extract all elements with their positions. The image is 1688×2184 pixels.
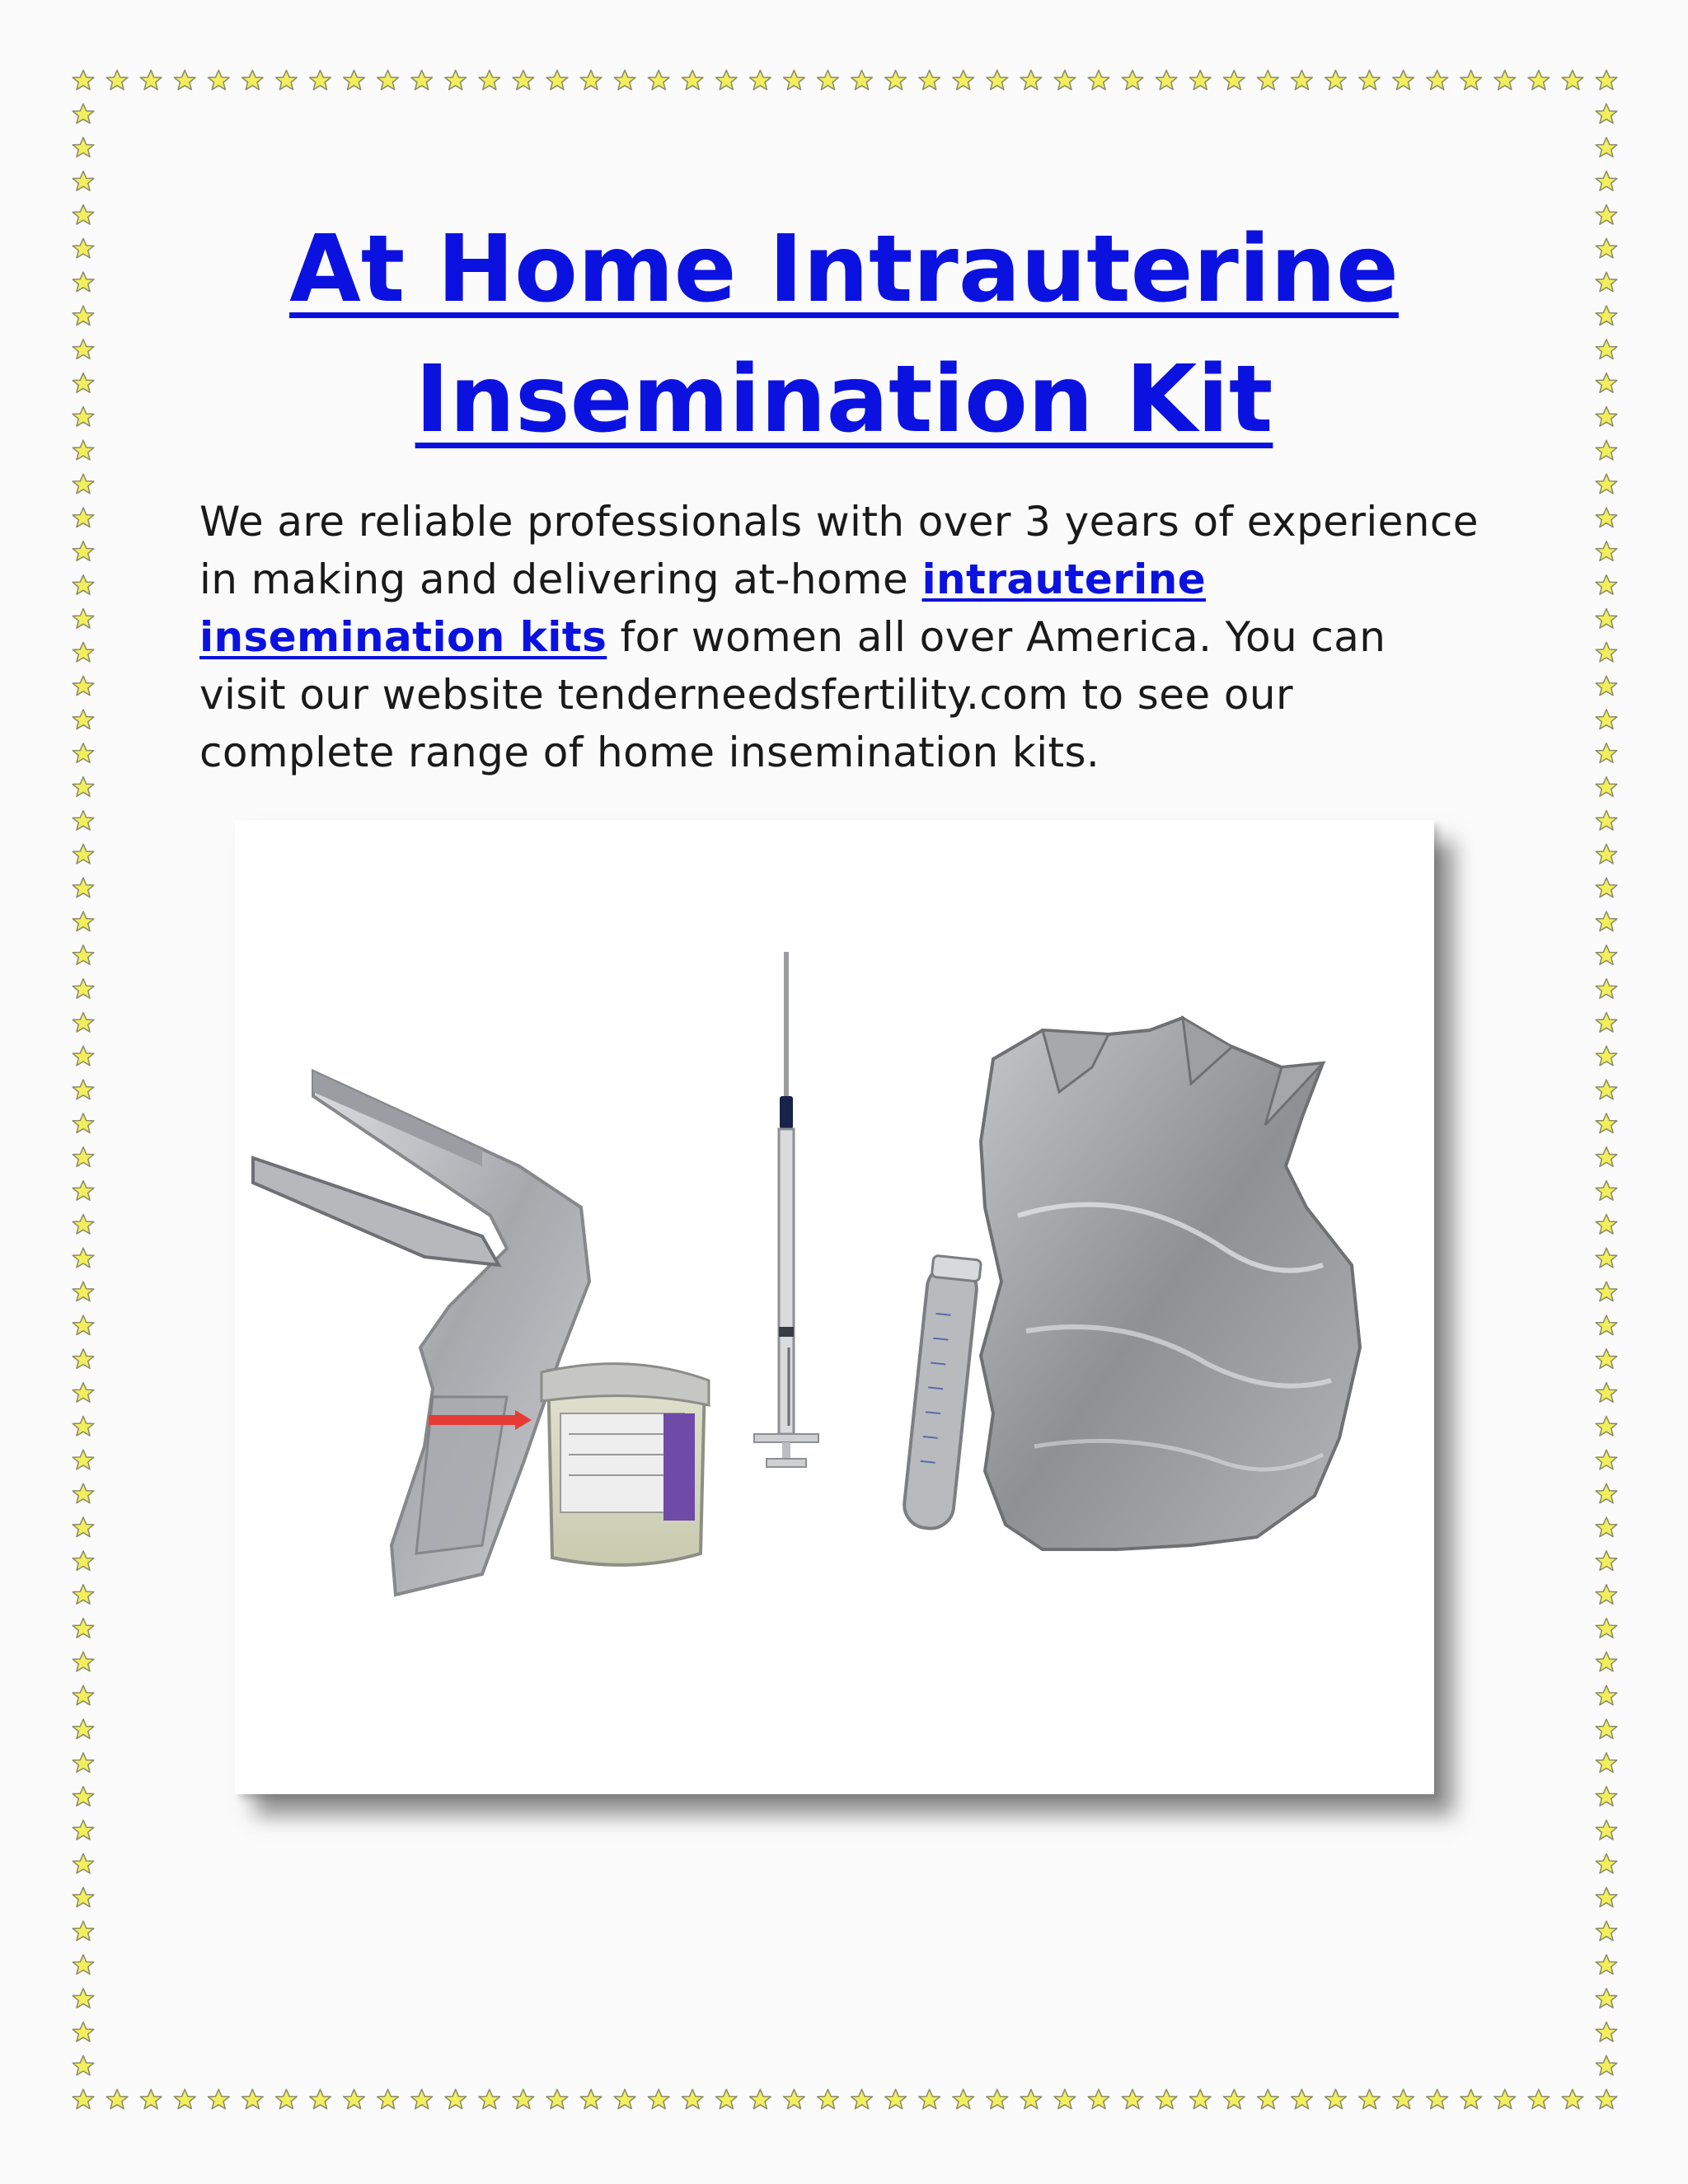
border-star — [73, 1080, 94, 1099]
gloves-icon — [981, 1018, 1360, 1549]
border-star — [1596, 2089, 1617, 2109]
border-star — [614, 2089, 635, 2109]
border-star — [1189, 70, 1211, 90]
border-star — [1427, 2089, 1448, 2109]
border-star — [73, 1215, 94, 1235]
border-star — [73, 575, 94, 595]
kit-illustration — [235, 820, 1434, 1794]
border-star — [1596, 1517, 1617, 1537]
border-star — [73, 1248, 94, 1268]
border-star — [73, 1147, 94, 1167]
border-star — [1596, 1585, 1617, 1605]
border-star — [73, 1685, 94, 1705]
border-star — [1596, 710, 1617, 729]
border-star — [1596, 1046, 1617, 1066]
border-star — [851, 2089, 873, 2109]
border-star — [479, 2089, 500, 2109]
border-star — [1223, 2089, 1245, 2109]
border-star — [73, 1013, 94, 1033]
border-star — [73, 945, 94, 965]
border-star — [784, 70, 805, 90]
border-star — [750, 70, 771, 90]
border-star — [73, 1619, 94, 1638]
border-star — [1494, 2089, 1516, 2109]
border-star — [479, 70, 500, 90]
intrauterine-link[interactable]: intrauterine — [921, 555, 1207, 603]
border-star — [784, 2089, 805, 2109]
border-star — [1258, 70, 1279, 90]
border-star — [1562, 70, 1583, 90]
border-star — [1596, 609, 1617, 629]
border-star — [1596, 945, 1617, 965]
border-star — [614, 70, 635, 90]
border-star — [377, 2089, 399, 2109]
border-star — [1596, 138, 1617, 157]
border-star — [140, 70, 162, 90]
border-star — [73, 912, 94, 931]
border-star — [1292, 70, 1313, 90]
border-star — [1596, 912, 1617, 931]
border-star — [1528, 2089, 1550, 2109]
border-star — [1596, 1215, 1617, 1235]
border-star — [1596, 474, 1617, 494]
border-star — [1596, 1113, 1617, 1133]
border-star — [73, 1113, 94, 1133]
border-star — [953, 70, 974, 90]
border-star — [73, 777, 94, 797]
border-star — [1596, 2055, 1617, 2075]
border-star — [1393, 2089, 1414, 2109]
border-star — [445, 2089, 467, 2109]
border-star — [344, 70, 365, 90]
intro-line-2-text: in making and delivering at-home — [199, 555, 922, 603]
border-star — [1596, 743, 1617, 763]
border-star — [1596, 575, 1617, 595]
title-link-line-2[interactable]: Insemination Kit — [415, 346, 1273, 453]
border-star — [1122, 70, 1143, 90]
border-star — [445, 70, 467, 90]
intro-line-2 — [199, 551, 1518, 608]
border-star — [1156, 2089, 1177, 2109]
border-star — [310, 70, 331, 90]
border-star — [73, 1887, 94, 1907]
border-star — [73, 1181, 94, 1201]
border-star — [73, 609, 94, 629]
border-star — [1020, 70, 1042, 90]
border-star — [1596, 1685, 1617, 1705]
border-star — [1596, 1349, 1617, 1369]
border-star — [1596, 1753, 1617, 1773]
border-star — [1596, 1955, 1617, 1975]
border-star — [73, 1315, 94, 1335]
title-link-line-1[interactable]: At Home Intrauterine — [289, 216, 1399, 323]
border-star — [513, 70, 534, 90]
border-star — [73, 1517, 94, 1537]
border-star — [1427, 70, 1448, 90]
border-star — [1596, 2022, 1617, 2042]
border-star — [1494, 70, 1516, 90]
border-star — [580, 70, 602, 90]
border-star — [1596, 508, 1617, 527]
border-star — [73, 1349, 94, 1369]
border-star — [919, 2089, 940, 2109]
border-star — [73, 1719, 94, 1739]
border-star — [919, 70, 940, 90]
border-star — [106, 2089, 128, 2109]
border-star — [1596, 1383, 1617, 1403]
border-star — [242, 2089, 264, 2109]
border-star — [987, 2089, 1008, 2109]
border-star — [1189, 2089, 1211, 2109]
border-star — [1596, 541, 1617, 561]
kit-photo — [235, 820, 1434, 1794]
border-star — [73, 70, 94, 90]
border-star — [1596, 1887, 1617, 1907]
border-star — [1596, 1248, 1617, 1268]
speculum-icon — [253, 1071, 589, 1595]
border-star — [1596, 1652, 1617, 1671]
border-star — [1596, 104, 1617, 124]
page-title — [0, 204, 1688, 465]
border-star — [377, 70, 399, 90]
border-star — [1020, 2089, 1042, 2109]
border-star — [1359, 70, 1381, 90]
border-star — [818, 70, 839, 90]
border-star — [1325, 70, 1347, 90]
border-star — [885, 2089, 907, 2109]
border-star — [1528, 70, 1550, 90]
border-star — [648, 70, 669, 90]
border-star — [73, 811, 94, 831]
border-star — [1596, 1719, 1617, 1739]
border-star — [344, 2089, 365, 2109]
border-star — [411, 70, 433, 90]
border-star — [73, 104, 94, 124]
border-star — [73, 1753, 94, 1773]
intro-line-4: visit our website tenderneedsfertility.com to see our — [199, 671, 1293, 719]
border-star — [1461, 2089, 1482, 2109]
border-star — [1596, 1282, 1617, 1301]
border-star — [851, 70, 873, 90]
border-star — [73, 1483, 94, 1503]
border-star — [1596, 1080, 1617, 1099]
border-star — [1596, 1821, 1617, 1840]
border-star — [513, 2089, 534, 2109]
intro-line-3-text: for women all over America. You can — [607, 613, 1386, 661]
border-star — [73, 1585, 94, 1605]
border-star — [1596, 1551, 1617, 1571]
border-star — [682, 2089, 703, 2109]
border-star — [174, 70, 195, 90]
border-star — [1596, 1417, 1617, 1436]
border-star — [1122, 2089, 1143, 2109]
border-star — [73, 1921, 94, 1941]
border-star — [1596, 844, 1617, 864]
border-star — [1562, 2089, 1583, 2109]
border-star — [1596, 1619, 1617, 1638]
border-star — [73, 1854, 94, 1873]
border-star — [73, 1652, 94, 1671]
border-star — [750, 2089, 771, 2109]
border-star — [310, 2089, 331, 2109]
intro-line-1: We are reliable professionals with over 3 years of experience — [199, 498, 1479, 546]
border-star — [1596, 1787, 1617, 1807]
border-star — [1596, 676, 1617, 696]
border-star — [1258, 2089, 1279, 2109]
border-star — [648, 2089, 669, 2109]
border-star — [73, 844, 94, 864]
border-star — [1088, 2089, 1109, 2109]
border-star — [73, 138, 94, 157]
border-star — [73, 1955, 94, 1975]
border-star — [715, 70, 737, 90]
border-star — [1596, 979, 1617, 999]
border-star — [1596, 1147, 1617, 1167]
intro-line-3 — [199, 608, 1518, 666]
border-star — [242, 70, 264, 90]
border-star — [73, 878, 94, 898]
test-tube-icon — [902, 1255, 981, 1530]
border-star — [73, 1551, 94, 1571]
border-star — [987, 70, 1008, 90]
border-star — [208, 2089, 229, 2109]
border-star — [1596, 1989, 1617, 2008]
border-star — [1596, 1854, 1617, 1873]
border-star — [73, 1989, 94, 2008]
border-star — [106, 70, 128, 90]
intro-paragraph — [199, 493, 1518, 781]
border-star — [276, 70, 298, 90]
border-star — [1596, 1013, 1617, 1033]
border-star — [1596, 811, 1617, 831]
border-star — [546, 2089, 568, 2109]
border-star — [1596, 878, 1617, 898]
border-star — [1325, 2089, 1347, 2109]
border-star — [1156, 70, 1177, 90]
border-star — [682, 70, 703, 90]
border-star — [818, 2089, 839, 2109]
border-star — [73, 1787, 94, 1807]
border-star — [1596, 1921, 1617, 1941]
border-star — [73, 743, 94, 763]
border-star — [1359, 2089, 1381, 2109]
border-star — [73, 710, 94, 729]
border-star — [580, 2089, 602, 2109]
border-star — [73, 2055, 94, 2075]
border-star — [953, 2089, 974, 2109]
border-star — [73, 979, 94, 999]
border-star — [73, 1282, 94, 1301]
border-star — [73, 1383, 94, 1403]
border-star — [208, 70, 229, 90]
specimen-cup-icon — [542, 1364, 709, 1565]
intro-line-5: complete range of home insemination kits. — [199, 729, 1100, 776]
border-star — [1596, 1181, 1617, 1201]
border-star — [73, 1417, 94, 1436]
border-star — [73, 676, 94, 696]
syringe-icon — [754, 952, 818, 1467]
border-star — [73, 642, 94, 662]
border-star — [411, 2089, 433, 2109]
border-star — [276, 2089, 298, 2109]
border-star — [73, 474, 94, 494]
border-star — [73, 1450, 94, 1469]
border-star — [1088, 70, 1109, 90]
border-star — [73, 2089, 94, 2109]
border-star — [1596, 70, 1617, 90]
insemination-kits-link[interactable]: insemination kits — [199, 613, 607, 661]
border-star — [1596, 1483, 1617, 1503]
border-star — [140, 2089, 162, 2109]
border-star — [885, 70, 907, 90]
border-star — [73, 1046, 94, 1066]
border-star — [546, 70, 568, 90]
border-star — [73, 2022, 94, 2042]
border-star — [73, 171, 94, 191]
border-star — [1292, 2089, 1313, 2109]
border-star — [73, 1821, 94, 1840]
border-star — [1596, 171, 1617, 191]
border-star — [73, 508, 94, 527]
border-star — [1596, 1450, 1617, 1469]
border-star — [1596, 777, 1617, 797]
border-star — [1596, 642, 1617, 662]
border-star — [73, 541, 94, 561]
border-star — [1054, 2089, 1076, 2109]
border-star — [174, 2089, 195, 2109]
border-star — [1223, 70, 1245, 90]
border-star — [1054, 70, 1076, 90]
border-star — [1596, 1315, 1617, 1335]
border-star — [1461, 70, 1482, 90]
border-star — [715, 2089, 737, 2109]
border-star — [1393, 70, 1414, 90]
